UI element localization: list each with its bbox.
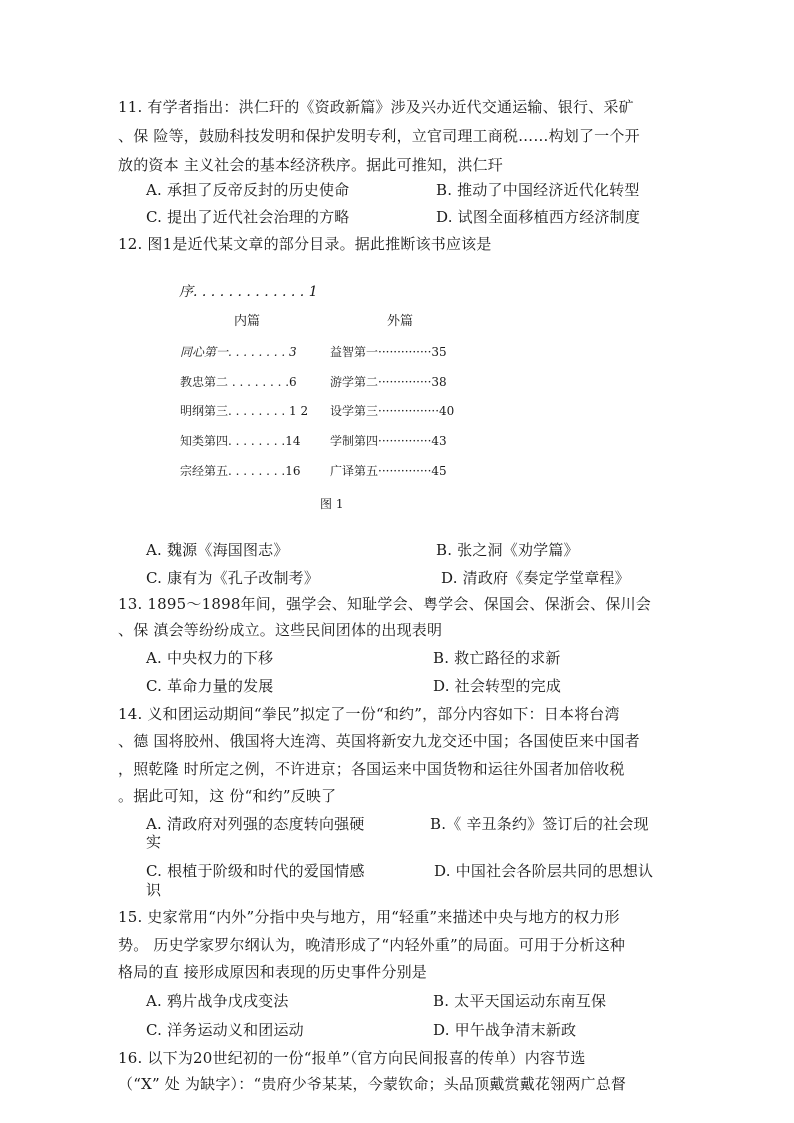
q15-option-a: A. 鸦片战争戊戌变法: [146, 992, 289, 1010]
q15-option-d: D. 甲午战争清末新政: [433, 1021, 577, 1039]
q16-line-2: （“X” 处 为缺字）：“贵府少爷某某，今蒙钦命；头品顶戴赏戴花翎两广总督: [118, 1075, 627, 1093]
q14-option-d-wrap: 识: [146, 881, 162, 899]
q14-option-c: C. 根植于阶级和时代的爱国情感: [146, 862, 365, 880]
toc-outer-item: 广译第五··············45: [330, 464, 447, 478]
q15-option-b: B. 太平天国运动东南互保: [433, 992, 607, 1010]
toc-inner-item: 知类第四. . . . . . . .14: [180, 434, 301, 448]
q12-option-c: C. 康有为《孔子改制考》: [146, 569, 320, 587]
q16-line-1: 16. 以下为20世纪初的一份“报单”（官方向民间报喜的传单）内容节选: [118, 1049, 586, 1067]
q13-line-2: 、保 滇会等纷纷成立。这些民间团体的出现表明: [118, 621, 443, 639]
toc-outer-item: 设学第三················40: [330, 404, 455, 418]
q14-line-2: 、德 国将胶州、俄国将大连湾、英国将新安九龙交还中国；各国使臣来中国者: [118, 732, 640, 750]
toc-inner-item: 宗经第五. . . . . . . .16: [180, 464, 301, 478]
q12-option-a: A. 魏源《海国图志》: [146, 541, 289, 559]
toc-inner-item: 同心第一. . . . . . . . 3: [180, 345, 297, 359]
q14-option-d: D. 中国社会各阶层共同的思想认: [434, 862, 654, 880]
q15-line-2: 势。 历史学家罗尔纲认为，晚清形成了“内轻外重”的局面。可用于分析这种: [118, 936, 626, 954]
toc-outer-item: 游学第二··············38: [330, 375, 447, 389]
q14-line-3: ，照乾隆 时所定之例，不许进京；各国运来中国货物和运往外国者加倍收税: [118, 760, 625, 778]
q12-option-d: D. 清政府《奏定学堂章程》: [441, 569, 630, 587]
toc-outer-item: 益智第一··············35: [330, 345, 447, 359]
q14-option-b-wrap: 实: [146, 833, 162, 851]
toc-inner-heading: 内篇: [234, 314, 261, 329]
q15-option-c: C. 洋务运动义和团运动: [146, 1021, 304, 1039]
q14-line-1: 14. 义和团运动期间“拳民”拟定了一份“和约”，部分内容如下：日本将台湾: [118, 705, 620, 723]
q11-option-a: A. 承担了反帝反封的历史使命: [146, 181, 350, 199]
q11-line-3: 放的资本 主义社会的基本经济秩序。据此可推知，洪仁玕: [118, 156, 503, 174]
q11-line-2: 、保 险等，鼓励科技发明和保护发明专利，立官司理工商税……构划了一个开: [118, 127, 640, 145]
q14-option-a: A. 清政府对列强的态度转向强硬: [146, 815, 365, 833]
q11-line-1: 11. 有学者指出：洪仁玕的《资政新篇》涉及兴办近代交通运输、银行、采矿: [118, 98, 634, 116]
q11-option-b: B. 推动了中国经济近代化转型: [436, 181, 640, 199]
q11-option-d: D. 试图全面移植西方经济制度: [436, 208, 641, 226]
toc-outer-item: 学制第四··············43: [330, 434, 447, 448]
q13-option-b: B. 救亡路径的求新: [433, 649, 561, 667]
q14-option-b: B.《 辛丑条约》签订后的社会现: [430, 815, 649, 833]
q15-line-1: 15. 史家常用“内外”分指中央与地方，用“轻重”来描述中央与地方的权力形: [118, 908, 620, 926]
q13-option-c: C. 革命力量的发展: [146, 677, 274, 695]
q13-option-d: D. 社会转型的完成: [433, 677, 562, 695]
toc-inner-item: 教忠第二 . . . . . . . .6: [180, 375, 297, 389]
q12-stem: 12. 图1是近代某文章的部分目录。据此推断该书应该是: [118, 235, 492, 253]
q14-line-4: 。据此可知，这 份“和约”反映了: [118, 787, 337, 805]
toc-preface: 序. . . . . . . . . . . . . 1: [179, 284, 318, 300]
q15-line-3: 格局的直 接形成原因和表现的历史事件分别是: [118, 963, 427, 981]
toc-inner-item: 明纲第三. . . . . . . . 1 2: [180, 404, 309, 418]
figure-1-caption: 图 1: [320, 497, 344, 511]
q11-option-c: C. 提出了近代社会治理的方略: [146, 208, 350, 226]
q13-option-a: A. 中央权力的下移: [146, 649, 274, 667]
toc-outer-heading: 外篇: [387, 314, 414, 329]
q12-option-b: B. 张之洞《劝学篇》: [436, 541, 579, 559]
q13-line-1: 13. 1895～1898年间，强学会、知耻学会、粤学会、保国会、保浙会、保川会: [118, 595, 651, 613]
